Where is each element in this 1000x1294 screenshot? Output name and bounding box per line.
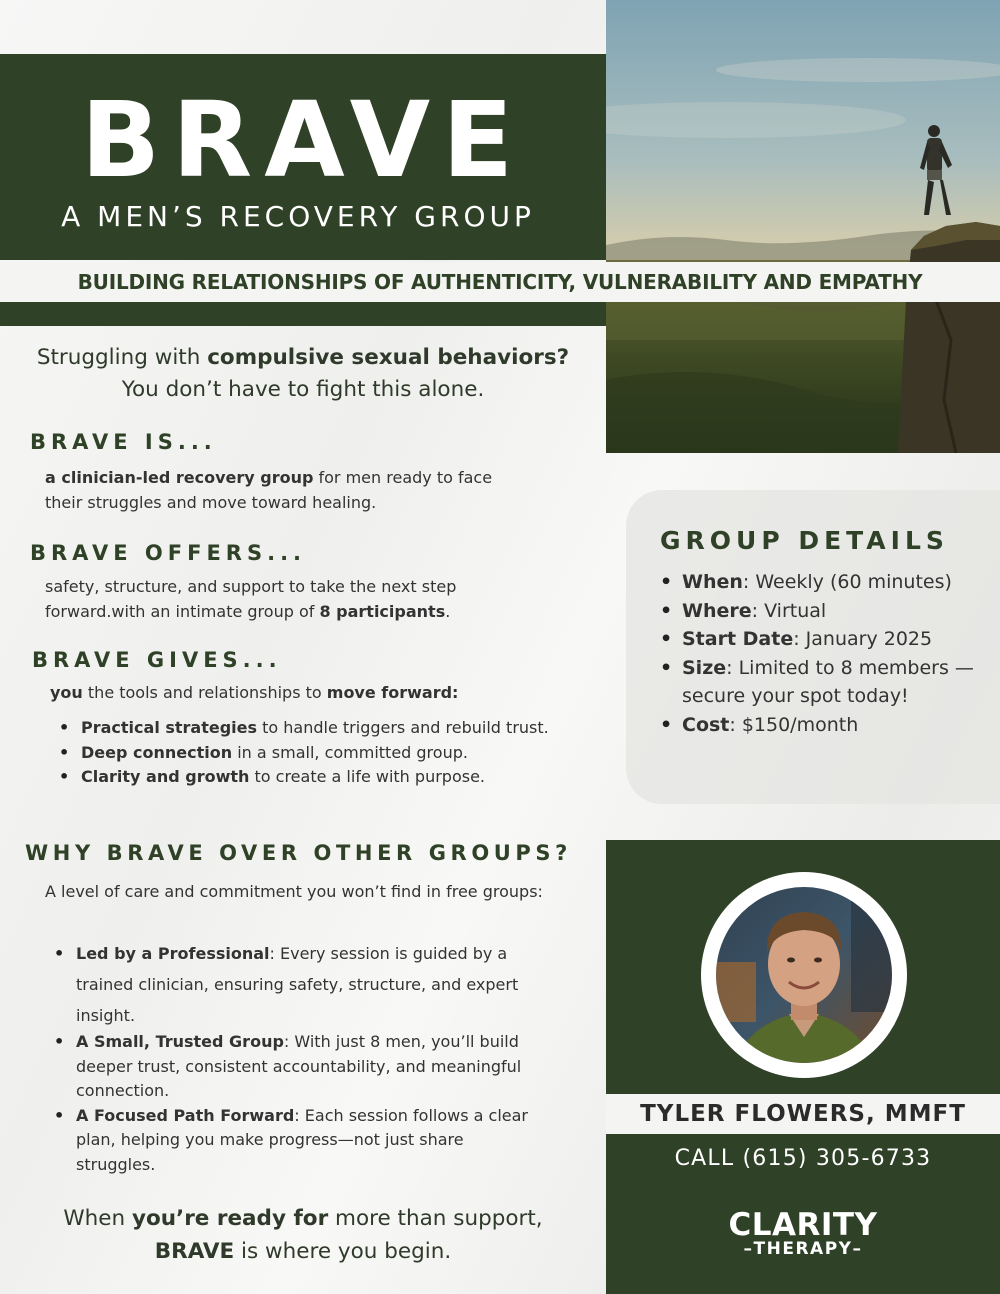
brave-gives-intro — [50, 680, 570, 705]
detail-value: : $150/month — [729, 713, 859, 736]
list-item-bold: Clarity and growth — [81, 767, 250, 786]
detail-value: : Virtual — [751, 599, 827, 622]
portrait-image — [701, 872, 907, 1078]
list-item-bold: A Small, Trusted Group — [76, 1032, 284, 1051]
list-item-text: : Each session follows a clear plan, helping you make progress—not just share struggles. — [76, 1105, 528, 1174]
green-divider-strip — [0, 302, 606, 326]
landscape-image — [606, 0, 1000, 453]
brave-gives-list — [81, 716, 551, 790]
group-details-list — [682, 568, 992, 739]
brave-is-rest: for men ready to face their struggles and move toward healing. — [45, 468, 493, 512]
clarity-logo-bottom: –THERAPY– — [743, 1239, 863, 1259]
brave-gives-text1: the tools and relationships to — [82, 683, 327, 702]
phone-number[interactable]: CALL (615) 305-6733 — [674, 1146, 932, 1171]
detail-value: : Limited to 8 members —secure your spot today! — [682, 656, 974, 707]
detail-value: : January 2025 — [793, 628, 933, 650]
list-item — [76, 1030, 546, 1104]
list-item-text: : With just 8 men, you’ll build deeper trust, consistent accountability, and meaningful connection. — [76, 1032, 522, 1100]
detail-label: Start Date — [682, 628, 794, 650]
detail-label: Size — [682, 656, 727, 679]
detail-label: When — [682, 571, 743, 593]
therapist-name: TYLER FLOWERS, MMFT — [606, 1094, 1000, 1134]
list-item — [81, 716, 551, 741]
list-item — [76, 938, 546, 1031]
closing-bold2: BRAVE — [154, 1239, 235, 1264]
page-subtitle: A MEN’S RECOVERY GROUP — [61, 200, 535, 233]
brave-is-text — [45, 465, 515, 515]
brave-offers-rest: safety, structure, and support to take the next step forward.with an intimate group of — [45, 577, 457, 621]
avatar — [701, 872, 907, 1078]
list-item-bold: A Focused Path Forward — [76, 1105, 295, 1125]
tagline-band: BUILDING RELATIONSHIPS OF AUTHENTICITY, VULNERABILITY AND EMPATHY — [0, 262, 1000, 302]
detail-item-cost — [682, 711, 992, 740]
closing-bold1: you’re ready for — [131, 1206, 329, 1231]
brave-offers-end: . — [445, 602, 451, 621]
list-item — [81, 765, 551, 790]
detail-item-start-date — [682, 625, 992, 654]
list-item-text: in a small, committed group. — [232, 742, 468, 762]
clarity-logo-top: CLARITY — [728, 1207, 878, 1243]
detail-item-when — [682, 568, 992, 597]
detail-item-size — [682, 654, 992, 711]
list-item — [76, 1104, 546, 1178]
detail-item-where — [682, 597, 992, 626]
detail-label: Where — [682, 599, 752, 622]
list-item — [81, 741, 551, 766]
brave-is-heading: BRAVE IS... — [30, 430, 217, 454]
closing-text — [10, 1202, 596, 1268]
brave-gives-bold1: you — [50, 683, 83, 702]
brave-gives-heading: BRAVE GIVES... — [32, 648, 282, 672]
brave-gives-bold2: move forward: — [326, 683, 459, 702]
brave-offers-text — [45, 574, 515, 624]
why-list — [76, 938, 546, 1177]
brave-is-bold: a clinician-led recovery group — [45, 468, 314, 487]
list-item-bold: Practical strategies — [81, 718, 258, 737]
list-item-text: : Every session is guided by a trained clinician, ensuring safety, structure, and expert insight. — [76, 944, 519, 1025]
closing-pre: When — [63, 1206, 132, 1231]
hero-photo — [606, 0, 1000, 453]
intro-line2: You don’t have to fight this alone. — [121, 377, 485, 402]
detail-value: : Weekly (60 minutes) — [742, 571, 952, 593]
list-item-bold: Led by a Professional — [76, 944, 270, 963]
intro-text — [10, 342, 596, 406]
intro-line1-text: Struggling with — [36, 345, 208, 370]
group-details-heading: GROUP DETAILS — [660, 526, 949, 555]
list-item-bold: Deep connection — [81, 742, 233, 762]
brave-offers-bold: 8 participants — [319, 602, 446, 621]
detail-label: Cost — [682, 713, 730, 736]
list-item-text: to create a life with purpose. — [249, 767, 485, 786]
closing-end: is where you begin. — [234, 1239, 452, 1264]
intro-line1-bold: compulsive sexual behaviors? — [207, 345, 570, 370]
why-intro: A level of care and commitment you won’t find in free groups: — [45, 882, 543, 901]
brave-offers-heading: BRAVE OFFERS... — [30, 541, 307, 565]
page-title: BRAVE — [80, 79, 526, 201]
list-item-text: to handle triggers and rebuild trust. — [257, 718, 549, 737]
why-heading: WHY BRAVE OVER OTHER GROUPS? — [25, 841, 572, 865]
closing-mid: more than support, — [328, 1206, 543, 1231]
